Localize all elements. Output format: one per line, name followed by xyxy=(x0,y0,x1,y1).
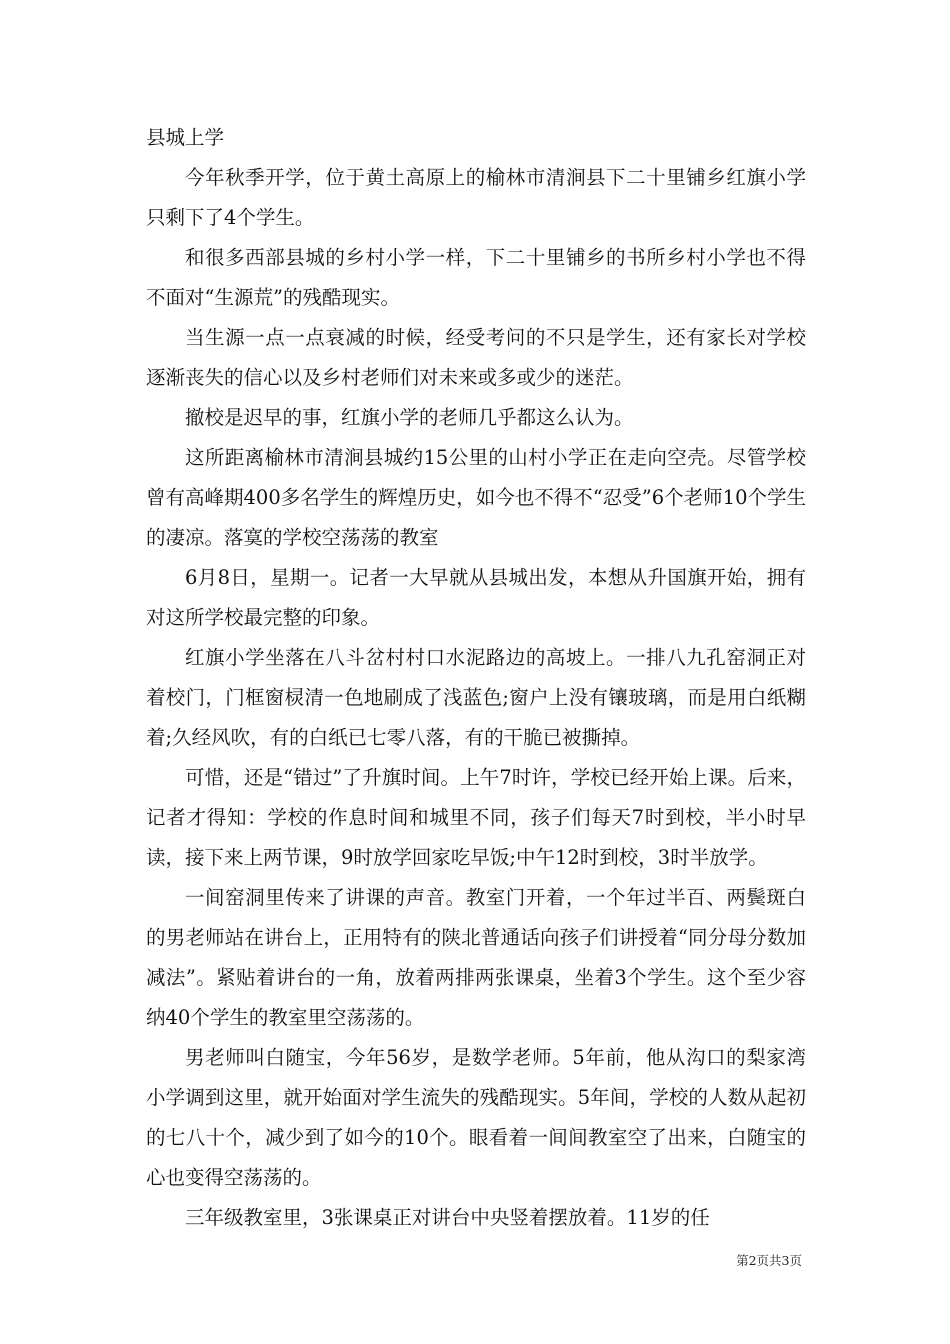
paragraph-8: 红旗小学坐落在八斗岔村村口水泥路边的高坡上。一排八九孔窑洞正对着校门，门框窗棂清一色地刷成了浅蓝色;窗户上没有镶玻璃，而是用白纸糊着;久经风吹，有的白纸已七零八落，有的干脆已被撕掉。 xyxy=(146,646,806,749)
paragraph-12: 三年级教室里，3张课桌正对讲台中央竖着摆放着。11岁的任 xyxy=(185,1206,710,1229)
paragraph-6: 这所距离榆林市清涧县城约15公里的山村小学正在走向空壳。尽管学校曾有高峰期400多名学生的辉煌历史，如今也不得不“忍受”6个老师10个学生的凄凉。落寞的学校空荡荡的教室 xyxy=(146,446,806,549)
paragraph-3: 和很多西部县城的乡村小学一样，下二十里铺乡的书所乡村小学也不得不面对“生源荒”的残酷现实。 xyxy=(146,246,806,309)
paragraph-2: 今年秋季开学，位于黄土高原上的榆林市清涧县下二十里铺乡红旗小学只剩下了4个学生。 xyxy=(146,166,806,229)
paragraph-7: 6月8日，星期一。记者一大早就从县城出发，本想从升国旗开始，拥有对这所学校最完整的印象。 xyxy=(146,566,806,629)
page-number: 第2页共3页 xyxy=(736,1253,802,1268)
paragraph-1: 县城上学 xyxy=(146,126,225,149)
paragraph-11: 男老师叫白随宝，今年56岁，是数学老师。5年前，他从沟口的梨家湾小学调到这里，就开始面对学生流失的残酷现实。5年间，学校的人数从起初的七八十个，减少到了如今的10个。眼看着一间间教室空了出来，白随宝的心也变得空荡荡的。 xyxy=(146,1046,806,1189)
paragraph-5: 撤校是迟早的事，红旗小学的老师几乎都这么认为。 xyxy=(185,406,634,429)
paragraph-10: 一间窑洞里传来了讲课的声音。教室门开着，一个年过半百、两鬓斑白的男老师站在讲台上，正用特有的陕北普通话向孩子们讲授着“同分母分数加减法”。紧贴着讲台的一角，放着两排两张课桌，坐着3个学生。这个至少容纳40个学生的教室里空荡荡的。 xyxy=(146,886,806,1029)
article-body xyxy=(146,118,806,1238)
paragraph-4: 当生源一点一点衰减的时候，经受考问的不只是学生，还有家长对学校逐渐丧失的信心以及乡村老师们对未来或多或少的迷茫。 xyxy=(146,326,806,389)
paragraph-9: 可惜，还是“错过”了升旗时间。上午7时许，学校已经开始上课。后来，记者才得知：学校的作息时间和城里不同，孩子们每天7时到校，半小时早读，接下来上两节课，9时放学回家吃早饭;中午12时到校，3时半放学。 xyxy=(146,766,806,869)
